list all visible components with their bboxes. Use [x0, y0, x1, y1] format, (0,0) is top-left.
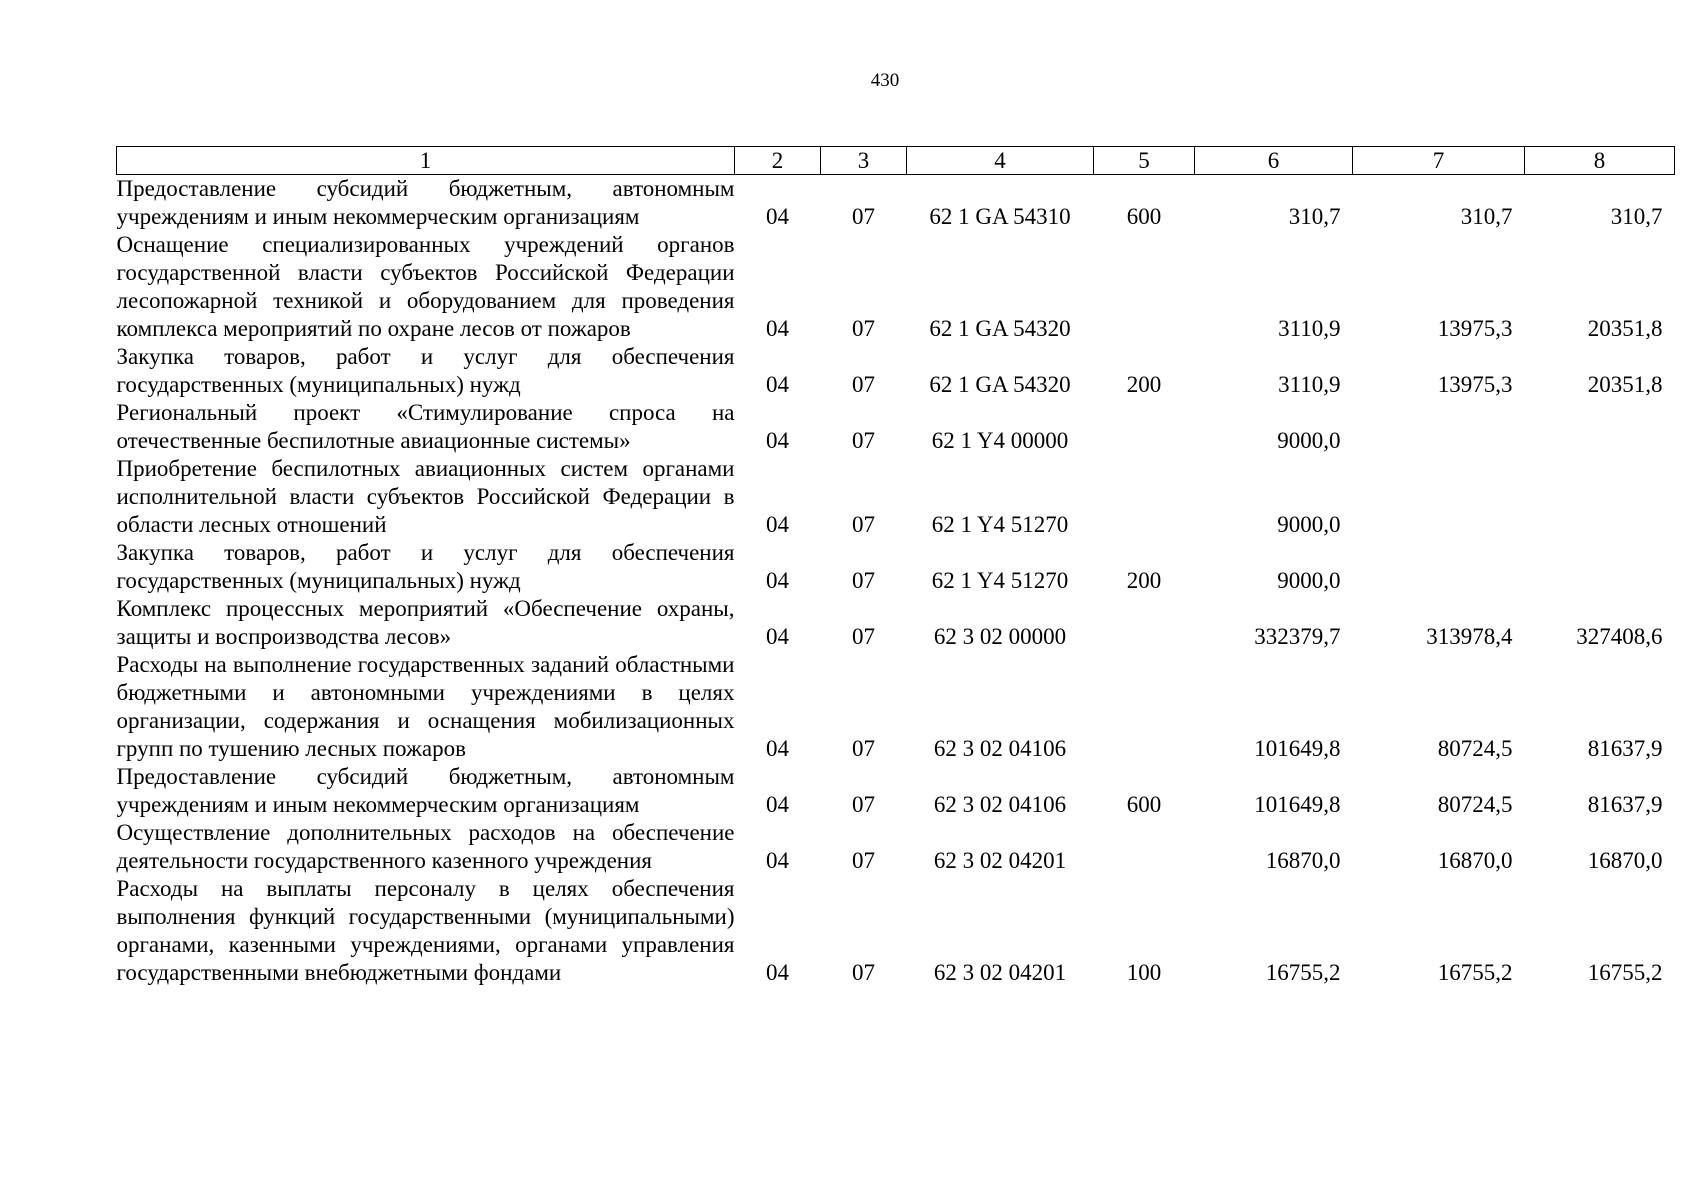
row-amount-8: 327408,6 [1576, 624, 1663, 649]
table-row [117, 455, 1675, 539]
row-amount-7 [1353, 399, 1525, 455]
row-subsection: 07 [852, 848, 875, 873]
row-amount-7 [1353, 455, 1525, 539]
row-target-article: 62 1 Y4 51270 [931, 568, 1069, 593]
row-amount-7: 313978,4 [1426, 624, 1513, 649]
row-target-article: 62 3 02 04201 [933, 960, 1067, 985]
table-row [117, 819, 1675, 875]
row-subsection: 07 [852, 316, 875, 341]
row-expense-type [1094, 231, 1195, 343]
header-col-7: 7 [1353, 147, 1525, 175]
row-amount-7: 80724,5 [1437, 792, 1513, 817]
row-target-article: 62 1 GA 54320 [929, 316, 1071, 341]
row-amount-7 [1353, 539, 1525, 595]
table-row [117, 399, 1675, 455]
row-section: 04 [766, 960, 789, 985]
row-name: Комплекс процессных мероприятий «Обеспечение охраны, защиты и воспроизводства лесов» [116, 596, 735, 649]
header-col-3: 3 [821, 147, 907, 175]
row-amount-8: 20351,8 [1587, 316, 1663, 341]
row-target-article: 62 3 02 00000 [933, 624, 1067, 649]
header-row [117, 147, 1675, 175]
row-section: 04 [766, 512, 789, 537]
row-name: Приобретение беспилотных авиационных систем органами исполнительной власти субъектов Российской Федерации в области лесных отношений [116, 456, 735, 537]
header-col-1: 1 [117, 147, 735, 175]
row-amount-6: 9000,0 [1277, 512, 1341, 537]
row-amount-7: 13975,3 [1437, 372, 1513, 397]
row-amount-6: 16870,0 [1265, 848, 1341, 873]
row-section: 04 [766, 568, 789, 593]
header-col-8: 8 [1525, 147, 1675, 175]
row-name: Региональный проект «Стимулирование спроса на отечественные беспилотные авиационные системы» [116, 400, 735, 453]
row-amount-6: 3110,9 [1278, 372, 1341, 397]
row-section: 04 [766, 316, 789, 341]
row-amount-6: 9000,0 [1277, 568, 1341, 593]
row-amount-6: 101649,8 [1254, 792, 1341, 817]
row-amount-8: 16870,0 [1587, 848, 1663, 873]
row-section: 04 [766, 204, 789, 229]
header-col-5: 5 [1094, 147, 1195, 175]
row-target-article: 62 3 02 04201 [933, 848, 1067, 873]
row-section: 04 [766, 372, 789, 397]
budget-table [116, 146, 1675, 987]
row-subsection: 07 [852, 204, 875, 229]
row-subsection: 07 [852, 512, 875, 537]
row-amount-6: 16755,2 [1265, 960, 1341, 985]
table-row [117, 343, 1675, 399]
row-amount-8 [1525, 455, 1675, 539]
table-row [117, 875, 1675, 987]
row-amount-7: 16755,2 [1437, 960, 1513, 985]
row-expense-type: 100 [1126, 960, 1162, 985]
row-amount-8: 20351,8 [1587, 372, 1663, 397]
row-amount-8: 81637,9 [1587, 792, 1663, 817]
row-amount-8: 16755,2 [1587, 960, 1663, 985]
row-name: Закупка товаров, работ и услуг для обеспечения государственных (муниципальных) нужд [116, 540, 735, 593]
row-expense-type [1094, 399, 1195, 455]
row-subsection: 07 [852, 568, 875, 593]
row-section: 04 [766, 736, 789, 761]
row-expense-type: 200 [1126, 372, 1162, 397]
row-expense-type [1094, 455, 1195, 539]
header-col-2: 2 [735, 147, 821, 175]
row-target-article: 62 1 GA 54320 [929, 372, 1071, 397]
table-row [117, 763, 1675, 819]
row-subsection: 07 [852, 960, 875, 985]
row-section: 04 [766, 624, 789, 649]
row-amount-7: 310,7 [1460, 204, 1513, 229]
row-amount-8: 310,7 [1610, 204, 1663, 229]
row-subsection: 07 [852, 736, 875, 761]
row-target-article: 62 1 Y4 00000 [931, 428, 1069, 453]
table-header [117, 147, 1675, 175]
row-amount-6: 332379,7 [1254, 624, 1341, 649]
row-section: 04 [766, 792, 789, 817]
row-subsection: 07 [852, 428, 875, 453]
row-name: Закупка товаров, работ и услуг для обеспечения государственных (муниципальных) нужд [116, 344, 735, 397]
row-target-article: 62 3 02 04106 [933, 792, 1067, 817]
row-section: 04 [766, 428, 789, 453]
table-row [117, 651, 1675, 763]
table-row [117, 539, 1675, 595]
row-amount-6: 3110,9 [1278, 316, 1341, 341]
row-name: Предоставление субсидий бюджетным, автономным учреждениям и иным некоммерческим организациям [116, 764, 735, 817]
row-amount-6: 310,7 [1288, 204, 1341, 229]
row-expense-type [1094, 819, 1195, 875]
table-body [117, 175, 1675, 988]
row-amount-7: 16870,0 [1437, 848, 1513, 873]
row-section: 04 [766, 848, 789, 873]
row-name: Расходы на выполнение государственных заданий областными бюджетными и автономными учреждениями в целях организации, содержания и оснащения мобилизационных групп по тушению лесных пожаров [116, 652, 735, 761]
table-row [117, 595, 1675, 651]
row-target-article: 62 1 GA 54310 [929, 204, 1071, 229]
page-number: 430 [870, 70, 900, 91]
row-target-article: 62 1 Y4 51270 [931, 512, 1069, 537]
row-name: Оснащение специализированных учреждений органов государственной власти субъектов Российской Федерации лесопожарной техникой и оборудованием для проведения комплекса мероприятий по охране лесов от пожаров [116, 232, 735, 341]
row-name: Осуществление дополнительных расходов на обеспечение деятельности государственного казенного учреждения [116, 820, 735, 873]
row-amount-8 [1525, 399, 1675, 455]
row-amount-6: 9000,0 [1277, 428, 1341, 453]
row-expense-type [1094, 595, 1195, 651]
row-subsection: 07 [852, 792, 875, 817]
header-col-4: 4 [907, 147, 1094, 175]
table-row [117, 175, 1675, 232]
row-amount-6: 101649,8 [1254, 736, 1341, 761]
row-name: Расходы на выплаты персоналу в целях обеспечения выполнения функций государственными (муниципальными) органами, казенными учреждениями, органами управления государственными внебюджетными фондами [116, 876, 735, 985]
row-amount-8: 81637,9 [1587, 736, 1663, 761]
row-target-article: 62 3 02 04106 [933, 736, 1067, 761]
row-expense-type [1094, 651, 1195, 763]
row-subsection: 07 [852, 372, 875, 397]
row-expense-type: 600 [1126, 792, 1162, 817]
header-col-6: 6 [1195, 147, 1353, 175]
row-amount-7: 13975,3 [1437, 316, 1513, 341]
row-name: Предоставление субсидий бюджетным, автономным учреждениям и иным некоммерческим организациям [116, 176, 735, 229]
row-subsection: 07 [852, 624, 875, 649]
table-row [117, 231, 1675, 343]
row-expense-type: 600 [1126, 204, 1162, 229]
row-amount-7: 80724,5 [1437, 736, 1513, 761]
row-expense-type: 200 [1126, 568, 1162, 593]
row-amount-8 [1525, 539, 1675, 595]
